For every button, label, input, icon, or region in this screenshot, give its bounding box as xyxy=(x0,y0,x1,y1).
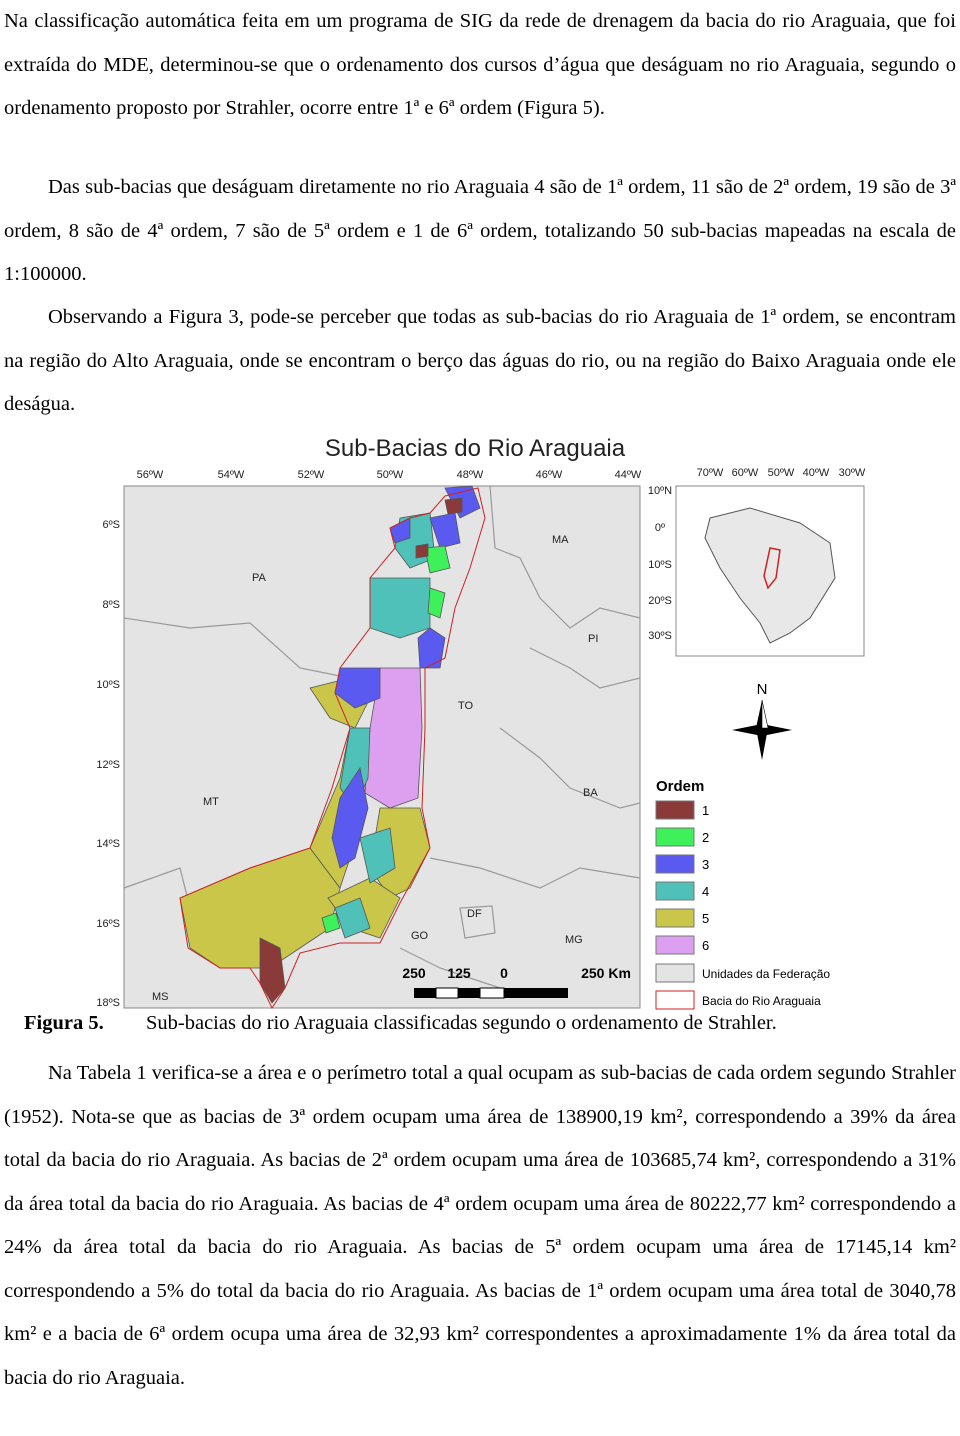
caption-label: Figura 5. xyxy=(24,1012,104,1034)
inset-lat-label: 20ºS xyxy=(648,595,672,607)
inset-lat-label: 10ºN xyxy=(647,485,673,497)
legend-label: 2 xyxy=(702,830,710,845)
legend-swatch-5 xyxy=(656,909,694,927)
map-title: Sub-Bacias do Rio Araguaia xyxy=(324,435,626,462)
caption-text: Sub-bacias do rio Araguaia classificadas segundo o ordenamento de Strahler. xyxy=(146,1012,777,1034)
inset-lat-label: 10ºS xyxy=(648,559,672,571)
north-arrow-icon xyxy=(732,681,792,760)
legend-basin-label: Bacia do Rio Araguaia xyxy=(702,994,821,1008)
legend-label: 3 xyxy=(702,857,710,872)
north-label: N xyxy=(756,681,768,698)
lat-label: 12ºS xyxy=(96,759,120,771)
lon-label: 44ºW xyxy=(614,469,642,481)
lat-label: 14ºS xyxy=(96,838,120,850)
state-label: MG xyxy=(565,934,583,946)
legend-label: 1 xyxy=(702,803,710,818)
inset-lon-label: 70ºW xyxy=(696,467,724,479)
legend-swatch-4 xyxy=(656,882,694,900)
scale-label: 250 xyxy=(402,965,426,981)
legend-title: Ordem xyxy=(656,778,705,795)
paragraph-1: Na classificação automática feita em um programa de SIG da rede de drenagem da bacia do rio Araguaia, que foi extraída do MDE, determinou-se que o ordenamento dos cursos d’água que deságuam no rio Araguaia, segundo o ordenamento proposto por Strahler, ocorre entre 1ª e 6ª ordem (Figura 5). xyxy=(4,10,956,119)
inset-lon-label: 30ºW xyxy=(838,467,866,479)
inset-map xyxy=(648,467,866,656)
state-label: MT xyxy=(203,796,219,808)
state-label: BA xyxy=(583,787,598,799)
scale-label: 250 Km xyxy=(581,965,631,981)
paragraph-2: Das sub-bacias que deságuam diretamente no rio Araguaia 4 são de 1ª ordem, 11 são de 2ª ordem, 19 são de 3ª ordem, 8 são de 4ª ordem, 7 são de 5ª ordem e 1 de 6ª ordem, totalizando 50 sub-bacias mapeadas na escala de 1:100000. xyxy=(4,176,956,285)
legend-swatch-1 xyxy=(656,801,694,819)
lat-label: 6ºS xyxy=(102,519,120,531)
legend-label: 6 xyxy=(702,938,710,953)
lon-label: 46ºW xyxy=(535,469,563,481)
legend-swatch-6 xyxy=(656,936,694,954)
state-label: MS xyxy=(152,991,169,1003)
lon-label: 52ºW xyxy=(297,469,325,481)
state-label: TO xyxy=(458,700,474,712)
legend-uf-label: Unidades da Federação xyxy=(702,967,831,981)
scale-label: 125 xyxy=(447,965,471,981)
legend-swatch-basin xyxy=(656,991,694,1009)
legend-swatch-3 xyxy=(656,855,694,873)
lat-label: 8ºS xyxy=(102,599,120,611)
inset-lat-label: 30ºS xyxy=(648,630,672,642)
lon-label: 54ºW xyxy=(217,469,245,481)
inset-lat-label: 0º xyxy=(654,522,666,534)
lat-label: 18ºS xyxy=(96,997,120,1009)
inset-lon-label: 60ºW xyxy=(731,467,759,479)
state-label: MA xyxy=(552,534,569,546)
lat-label: 16ºS xyxy=(96,918,120,930)
lon-label: 48ºW xyxy=(456,469,484,481)
legend-swatch-2 xyxy=(656,828,694,846)
legend-swatch-uf xyxy=(656,964,694,982)
figure-5-map xyxy=(96,428,870,1018)
lat-label: 10ºS xyxy=(96,679,120,691)
state-label: GO xyxy=(411,930,429,942)
legend-label: 4 xyxy=(702,884,710,899)
lon-label: 50ºW xyxy=(376,469,404,481)
legend-label: 5 xyxy=(702,911,710,926)
inset-lon-label: 50ºW xyxy=(767,467,795,479)
state-label: DF xyxy=(467,908,482,920)
paragraph-3: Observando a Figura 3, pode-se perceber que todas as sub-bacias do rio Araguaia de 1ª ordem, se encontram na região do Alto Araguaia, onde se encontram o berço das águas do rio, ou na região do Baixo Araguaia onde ele deságua. xyxy=(4,306,956,415)
state-label: PI xyxy=(588,633,599,645)
paragraph-4: Na Tabela 1 verifica-se a área e o perímetro total a qual ocupam as sub-bacias de cada ordem segundo Strahler (1952). Nota-se que as bacias de 3ª ordem ocupam uma área de 138900,19 km², correspondendo a 39% da área total da bacia do rio Araguaia. As bacias de 2ª ordem ocupam uma área de 103685,74 km², correspondendo a 31% da área total da bacia do rio Araguaia. As bacias de 4ª ordem ocupam uma área de 80222,77 km² correspondendo a 24% da área total da bacia do rio Araguaia. As bacias de 5ª ordem ocupam uma área de 17145,14 km² correspondendo a 5% do total da bacia do rio Araguaia. As bacias de 1ª ordem ocupam uma área total de 3040,78 km² e a bacia de 6ª ordem ocupa uma área de 32,93 km² correspondentes a aproximadamente 1% da área total da bacia do rio Araguaia. xyxy=(4,1062,956,1389)
lon-label: 56ºW xyxy=(136,469,164,481)
scale-label: 0 xyxy=(500,965,508,981)
figure-caption xyxy=(24,1012,777,1035)
inset-lon-label: 40ºW xyxy=(802,467,830,479)
legend xyxy=(656,778,830,1009)
state-label: PA xyxy=(252,572,266,584)
